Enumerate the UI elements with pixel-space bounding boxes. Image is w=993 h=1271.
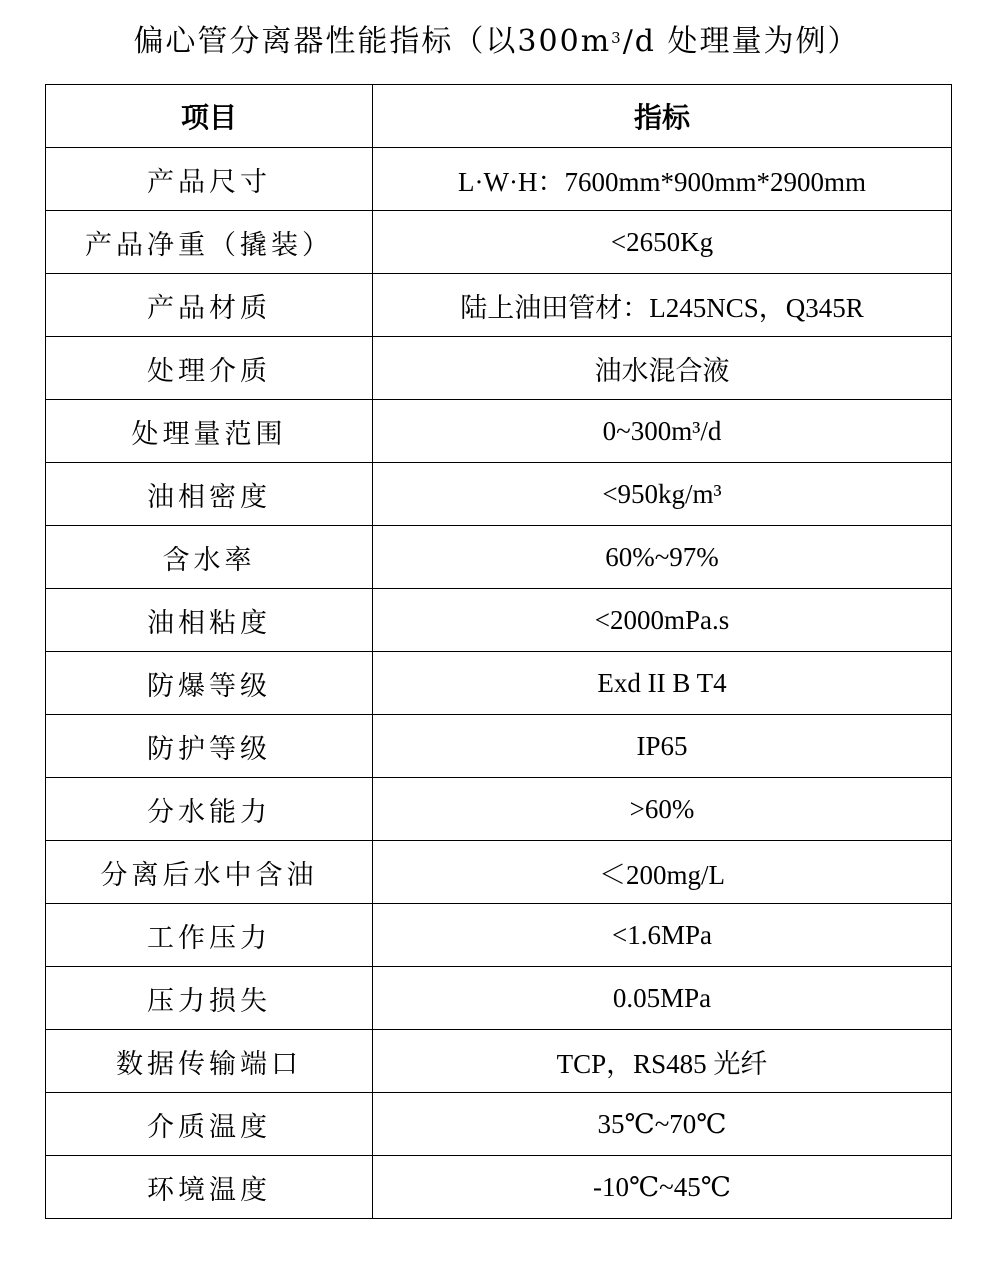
table-row bbox=[46, 967, 952, 1030]
spec-table bbox=[45, 84, 952, 1219]
table-row bbox=[46, 904, 952, 967]
row-value: 陆上油田管材：L245NCS，Q345R bbox=[373, 274, 952, 337]
row-item: 处理介质 bbox=[46, 337, 373, 400]
row-value: <2650Kg bbox=[373, 211, 952, 274]
table-row bbox=[46, 274, 952, 337]
row-value: IP65 bbox=[373, 715, 952, 778]
table-row bbox=[46, 1156, 952, 1219]
table-row bbox=[46, 211, 952, 274]
table-row bbox=[46, 337, 952, 400]
row-item: 防护等级 bbox=[46, 715, 373, 778]
table-row bbox=[46, 1093, 952, 1156]
table-row bbox=[46, 400, 952, 463]
table-row bbox=[46, 1030, 952, 1093]
table-row bbox=[46, 715, 952, 778]
title-superscript: 3 bbox=[611, 29, 623, 47]
row-item: 油相粘度 bbox=[46, 589, 373, 652]
row-item: 处理量范围 bbox=[46, 400, 373, 463]
table-row bbox=[46, 589, 952, 652]
table-row bbox=[46, 463, 952, 526]
title-main: 偏心管分离器性能指标（以300m bbox=[133, 24, 612, 59]
table-row bbox=[46, 652, 952, 715]
row-value: <2000mPa.s bbox=[373, 589, 952, 652]
row-item: 油相密度 bbox=[46, 463, 373, 526]
table-header-row bbox=[46, 85, 952, 148]
row-item: 数据传输端口 bbox=[46, 1030, 373, 1093]
row-value: -10℃~45℃ bbox=[373, 1156, 952, 1219]
row-value: 0.05MPa bbox=[373, 967, 952, 1030]
row-item: 分离后水中含油 bbox=[46, 841, 373, 904]
row-value: TCP，RS485 光纤 bbox=[373, 1030, 952, 1093]
row-item: 介质温度 bbox=[46, 1093, 373, 1156]
row-item: 产品材质 bbox=[46, 274, 373, 337]
table-row bbox=[46, 526, 952, 589]
row-value: L·W·H：7600mm*900mm*2900mm bbox=[373, 148, 952, 211]
row-value: ＜200mg/L bbox=[373, 841, 952, 904]
table-row bbox=[46, 148, 952, 211]
row-item: 产品净重（撬装） bbox=[46, 211, 373, 274]
row-value: Exd II B T4 bbox=[373, 652, 952, 715]
page-title bbox=[0, 20, 993, 64]
row-item: 工作压力 bbox=[46, 904, 373, 967]
row-value: 60%~97% bbox=[373, 526, 952, 589]
row-value: 0~300m³/d bbox=[373, 400, 952, 463]
header-spec: 指标 bbox=[373, 85, 952, 148]
header-item: 项目 bbox=[46, 85, 373, 148]
table-row bbox=[46, 841, 952, 904]
row-item: 含水率 bbox=[46, 526, 373, 589]
table-row bbox=[46, 778, 952, 841]
row-item: 压力损失 bbox=[46, 967, 373, 1030]
row-item: 防爆等级 bbox=[46, 652, 373, 715]
row-value: >60% bbox=[373, 778, 952, 841]
row-value: <950kg/m³ bbox=[373, 463, 952, 526]
row-value: <1.6MPa bbox=[373, 904, 952, 967]
row-value: 35℃~70℃ bbox=[373, 1093, 952, 1156]
row-item: 产品尺寸 bbox=[46, 148, 373, 211]
row-value: 油水混合液 bbox=[373, 337, 952, 400]
row-item: 环境温度 bbox=[46, 1156, 373, 1219]
title-tail: /d 处理量为例） bbox=[622, 24, 860, 59]
row-item: 分水能力 bbox=[46, 778, 373, 841]
